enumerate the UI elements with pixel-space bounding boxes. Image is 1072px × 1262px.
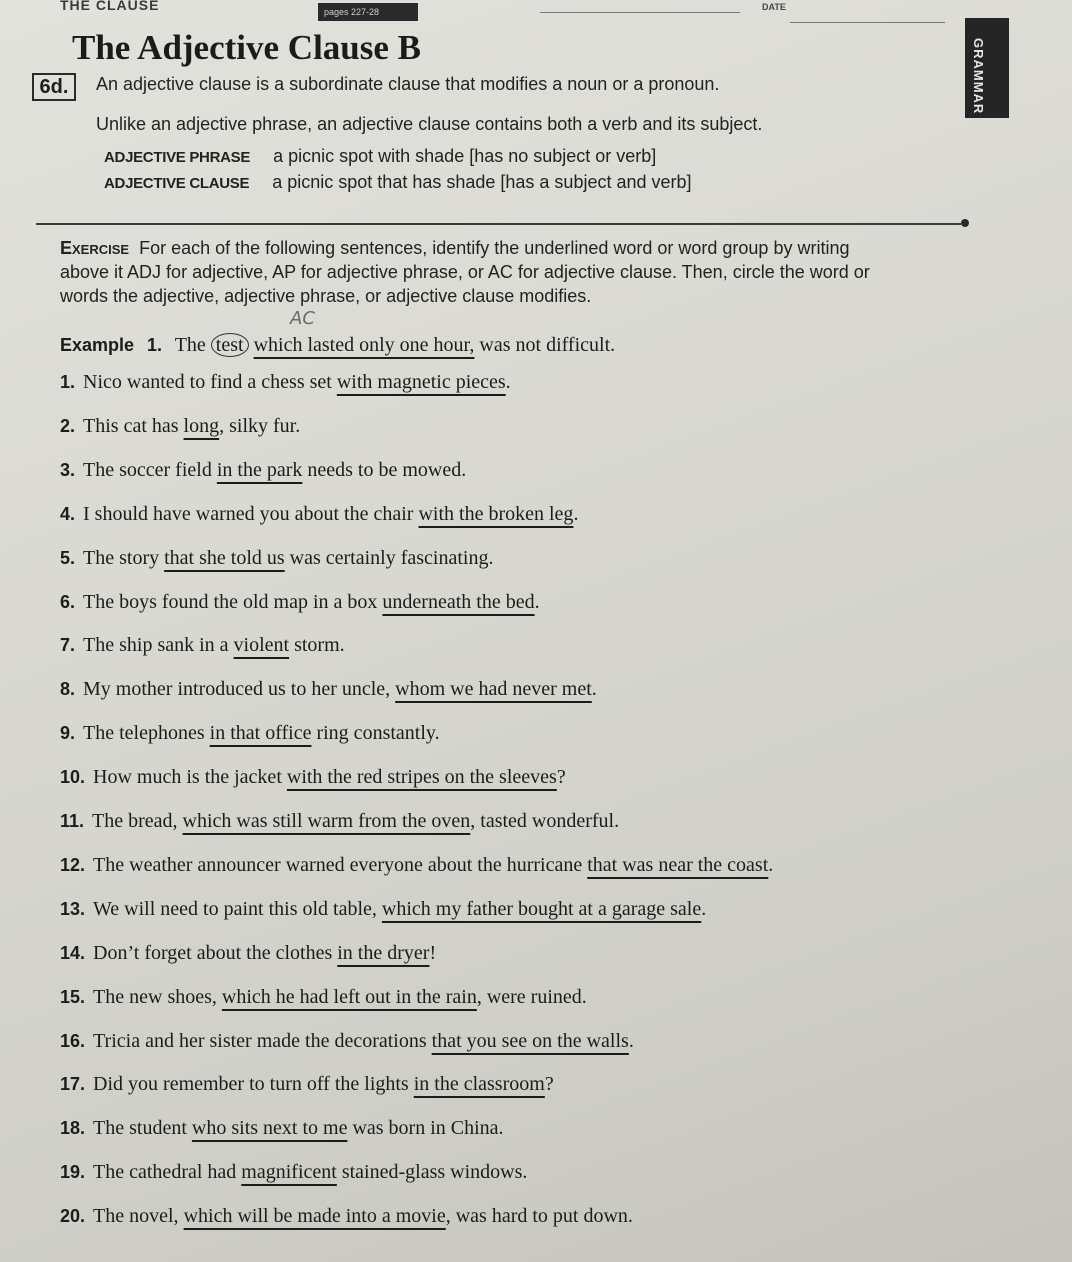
list-item (60, 678, 597, 701)
item-number: 18. (60, 1118, 86, 1139)
example-before: The (174, 334, 206, 356)
list-item (60, 722, 440, 745)
list-item (60, 634, 345, 657)
list-item (60, 1030, 634, 1053)
item-text: The bread, (92, 810, 183, 832)
item-underlined: with the red stripes on the sleeves (286, 766, 557, 789)
item-underlined: long (183, 414, 220, 437)
date-line (790, 22, 945, 23)
item-number: 1. (60, 372, 76, 392)
item-underlined: which my father bought at a garage sale (381, 897, 702, 920)
item-text: storm. (289, 634, 345, 657)
example-phrase (104, 146, 656, 167)
item-number: 20. (60, 1206, 86, 1227)
example-circled-word: test (211, 333, 249, 357)
item-number: 9. (60, 723, 76, 744)
item-underlined: which he had left out in the rain (221, 985, 477, 1008)
exercise-line-1 (60, 238, 849, 259)
item-number: 5. (60, 547, 76, 568)
list-item (60, 766, 566, 789)
item-text: . (701, 897, 707, 920)
list-item (60, 854, 773, 877)
item-underlined: with the broken leg (418, 502, 574, 525)
exercise-line-2: above it ADJ for adjective, AP for adjective phrase, or AC for adjective clause. Then, circle the word or (60, 262, 870, 282)
item-text: Nico wanted to find a chess set (83, 371, 337, 393)
item-text: was certainly fascinating. (284, 546, 494, 569)
list-item (60, 1205, 633, 1228)
item-text: ? (556, 766, 566, 789)
item-text: I should have warned you about the chair (83, 502, 419, 525)
exercise-instructions-1: For each of the following sentences, identify the underlined word or word group by writing (139, 238, 850, 258)
item-text: Did you remember to turn off the lights (93, 1073, 414, 1096)
item-text: , were ruined. (476, 985, 587, 1008)
list-item (60, 942, 436, 965)
list-item (60, 986, 587, 1009)
definition-text: An adjective clause is a subordinate clause that modifies a noun or a pronoun. (96, 74, 720, 94)
item-text: The new shoes, (93, 985, 222, 1008)
list-item (60, 1161, 527, 1184)
item-text: was born in China. (347, 1117, 504, 1140)
item-text: The ship sank in a (83, 634, 234, 657)
item-underlined: who sits next to me (191, 1117, 348, 1140)
item-text: stained-glass windows. (336, 1161, 528, 1184)
list-item (60, 810, 619, 833)
item-number: 13. (60, 898, 86, 919)
list-item (60, 503, 578, 526)
item-underlined: violent (233, 634, 290, 657)
example-clause (104, 172, 692, 193)
item-text: . (534, 590, 540, 613)
item-text: . (505, 371, 511, 393)
item-underlined: that was near the coast (587, 853, 769, 876)
handwritten-answer: AC (290, 308, 315, 329)
item-underlined: in that office (209, 722, 312, 745)
item-text: , tasted wonderful. (470, 810, 620, 832)
item-text: ring constantly. (311, 722, 440, 745)
item-underlined: in the park (216, 458, 303, 481)
list-item (60, 547, 493, 570)
item-text: Don’t forget about the clothes (93, 941, 338, 964)
item-text: The story (83, 546, 165, 569)
item-text: The soccer field (83, 458, 217, 481)
item-underlined: in the classroom (413, 1073, 545, 1096)
item-underlined: which will be made into a movie (183, 1205, 446, 1228)
example-after: was not difficult. (479, 334, 616, 356)
item-number: 6. (60, 591, 76, 612)
item-text: The cathedral had (93, 1161, 242, 1184)
item-underlined: whom we had never met (395, 678, 592, 701)
exercise-line-3: words the adjective, adjective phrase, or adjective clause modifies. (60, 286, 592, 306)
example-sentence (60, 334, 615, 357)
page-title: The Adjective Clause B (72, 28, 422, 67)
side-tab-label: GRAMMAR (971, 38, 986, 115)
item-number: 11. (60, 811, 85, 831)
header-label: THE CLAUSE (60, 0, 160, 13)
item-number: 12. (60, 854, 86, 875)
item-number: 3. (60, 459, 76, 480)
item-text: Tricia and her sister made the decorations (93, 1029, 432, 1052)
list-item (60, 898, 706, 921)
example-phrase-text: a picnic spot with shade [has no subject or verb] (273, 146, 657, 166)
item-underlined: underneath the bed (382, 590, 535, 613)
example-number: 1. (147, 335, 163, 355)
example-phrase-label: ADJECTIVE PHRASE (104, 149, 251, 166)
list-item (60, 591, 540, 614)
item-number: 10. (60, 767, 86, 788)
item-number: 15. (60, 986, 86, 1007)
list-item (60, 1117, 504, 1140)
section-number: 6d. (32, 73, 76, 101)
item-number: 16. (60, 1030, 86, 1051)
item-text: . (768, 853, 774, 876)
divider (36, 223, 961, 225)
explanation: Unlike an adjective phrase, an adjective clause contains both a verb and its subject. (96, 114, 763, 134)
definition (96, 74, 719, 95)
list-item (60, 371, 511, 394)
item-number: 8. (60, 679, 76, 700)
item-text: . (591, 678, 597, 701)
item-underlined: with magnetic pieces (336, 371, 506, 393)
example-clause-label: ADJECTIVE CLAUSE (104, 175, 250, 192)
item-underlined: that you see on the walls (431, 1029, 629, 1052)
item-underlined: in the dryer (337, 941, 430, 964)
example-underlined: which lasted only one hour, (253, 334, 475, 356)
item-text: ! (429, 941, 437, 964)
item-underlined: that she told us (164, 546, 285, 569)
item-number: 17. (60, 1074, 86, 1095)
side-tab (965, 18, 1009, 118)
item-text: The novel, (93, 1205, 184, 1228)
list-item (60, 1073, 554, 1096)
item-text: . (628, 1029, 634, 1052)
list-item (60, 415, 300, 438)
item-text: My mother introduced us to her uncle, (83, 678, 396, 701)
item-text: ? (544, 1073, 554, 1096)
item-text: The boys found the old map in a box (83, 590, 383, 613)
item-text: The student (93, 1117, 192, 1140)
item-text: needs to be mowed. (302, 458, 467, 481)
divider-dot (961, 219, 969, 227)
item-text: We will need to paint this old table, (93, 897, 382, 920)
item-text: , silky fur. (219, 414, 301, 437)
item-number: 19. (60, 1162, 86, 1183)
item-text: The telephones (83, 722, 210, 745)
item-text: How much is the jacket (93, 766, 287, 789)
item-number: 14. (60, 942, 86, 963)
item-underlined: which was still warm from the oven (182, 810, 471, 832)
header-rule (540, 12, 740, 13)
page-header (0, 0, 1072, 16)
item-number: 2. (60, 415, 76, 436)
item-text: , was hard to put down. (445, 1205, 633, 1228)
exercise-heading: Exercise (60, 238, 130, 258)
list-item (60, 459, 466, 482)
item-number: 4. (60, 503, 76, 524)
item-number: 7. (60, 635, 76, 656)
item-text: . (573, 502, 579, 525)
page-reference: pages 227-28 (318, 3, 418, 21)
example-clause-text: a picnic spot that has shade [has a subject and verb] (272, 172, 692, 192)
item-underlined: magnificent (241, 1161, 337, 1184)
date-label: DATE (762, 2, 786, 12)
example-label: Example (60, 335, 135, 355)
item-text: This cat has (83, 414, 184, 437)
item-text: The weather announcer warned everyone about the hurricane (93, 853, 588, 876)
